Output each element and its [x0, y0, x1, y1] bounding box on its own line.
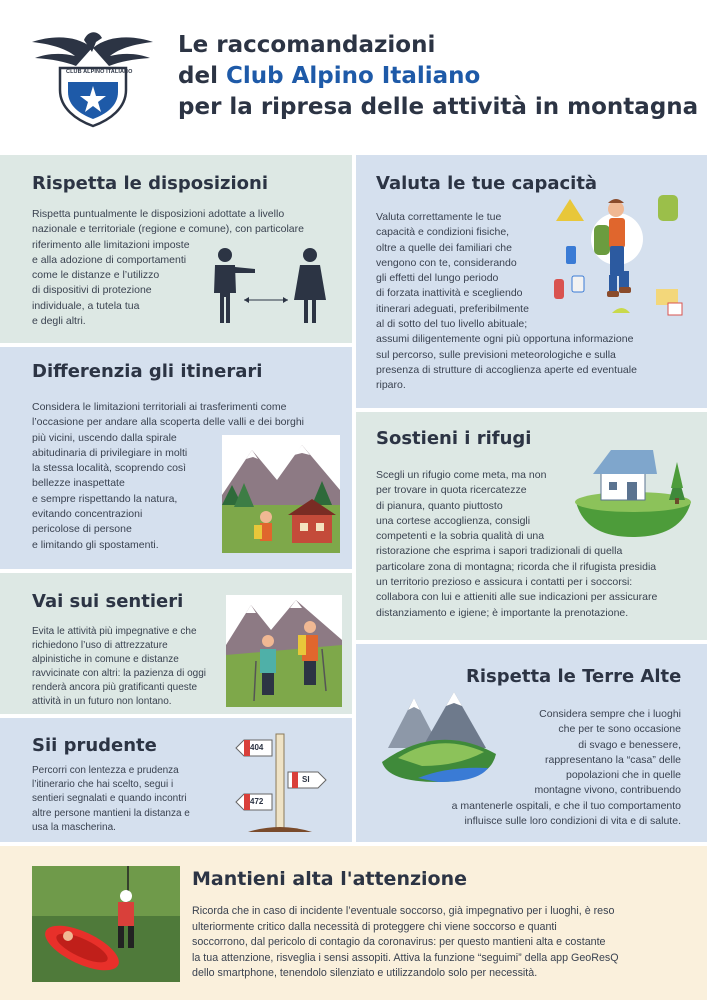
panel-itinerari [0, 347, 352, 569]
hiker-gear-illustration [552, 191, 692, 326]
section-title: Rispetta le Terre Alte [466, 666, 682, 687]
title-accent: Club Alpino Italiano [225, 63, 481, 89]
panel-disposizioni [0, 155, 352, 343]
sign-label-si: SI [302, 775, 310, 784]
title-line-1: Le raccomandazioni [178, 32, 436, 58]
section-text: Valuta correttamente le tue capacità e condizioni fisiche, oltre a quelle dei familiari che vengono con te, considerando gli effetti del lungo periodo di forzata inattività e scegliendo itinerari adeguati, preferibilmente al di sotto del tuo livello abituale; assumi diligentemente ogni più opportuna informazione sul percorso, sulle previsioni meteorologiche e sulla presenza di strutture di accoglienza aperte ed eventuale riparo. [376, 211, 637, 392]
distancing-illustration [200, 245, 340, 325]
panel-attenzione [0, 846, 707, 1000]
panel-terre-alte [356, 644, 707, 842]
section-title: Differenzia gli itinerari [32, 361, 263, 382]
section-text: Ricorda che in caso di incidente l’eventuale soccorso, già impegnativo per i luoghi, è reso ulteriormente critico dalla necessità di proteggere chi viene soccorso e quanti soccorrono, dal pericolo di contagio da coronavirus: per questo mantieni alta e costante la tua attenzione, risveglia i sensi assopiti. Attiva la funzione “seguimi” della app GeoResQ dello smartphone, tenendolo silenziato e utilizzandolo solo per necessità. [192, 905, 619, 979]
section-text: Percorri con lentezza e prudenza l’itinerario che hai scelto, segui i sentieri segnalati e quando incontri altre persone mantieni la distanza e usa la mascherina. [32, 765, 190, 833]
section-text: Rispetta puntualmente le disposizioni adottate a livello nazionale e territoriale (regione e comune), con particolare riferimento alle limitazioni imposte e alla adozione di comportamenti come le distanze e l’utilizzo di dispositivi di protezione individuale, a tutela tua e degli altri. [32, 208, 304, 328]
section-text: Considera le limitazioni territoriali ai trasferimenti come l’occasione per andare alla scoperta delle valli e dei borghi più vicini, uscendo dalla spirale abitudinaria di privilegiare in molti la stessa località, scoprendo così bellezze inaspettate e sempre rispettando la natura, evitando concentrazioni pericolose di persone e limitando gli spostamenti. [32, 401, 305, 551]
page-title [178, 30, 698, 123]
panel-capacita [356, 155, 707, 408]
sign-label-472: 472 [250, 797, 264, 806]
section-text: Evita le attività più impegnative e che richiedono l’uso di attrezzature alpinistiche in comune e distanze ravvicinate con altri: la pazienza di oggi renderà ancora più gratificanti queste attività in un futuro non lontano. [32, 626, 206, 707]
panel-prudente [0, 718, 352, 842]
cai-logo [30, 28, 155, 128]
mountain-landscape-illustration [378, 692, 500, 782]
valley-village-illustration [222, 435, 340, 553]
panel-rifugi [356, 412, 707, 640]
section-text: Considera sempre che i luoghi che per te sono occasione di svago e benessere, rappresentano la “casa” delle popolazioni che in quelle montagne vivono, contribuendo a mantenerle ospitali, e che il tuo comportamento influisce sulle loro condizioni di vita e di salute. [451, 708, 681, 828]
title-line-3: per la ripresa delle attività in montagna [178, 94, 699, 120]
trail-signpost [230, 732, 330, 840]
section-text: Scegli un rifugio come meta, ma non per trovare in quota ricercatezze di pianura, quanto piuttosto una cortese accoglienza, consigli competenti e la sobria qualità di una ristorazione che esprima i sapori tradizionali di quella particolare zona di montagna; ricorda che il rifugista presidia un territorio prezioso e assicura i contatti per i soccorsi: collabora con lui e attieniti alle sue indicazioni per assicurare distanziamento e igiene; è importante la prenotazione. [376, 469, 658, 619]
section-title: Mantieni alta l'attenzione [192, 868, 468, 890]
section-title: Rispetta le disposizioni [32, 173, 269, 194]
section-title: Valuta le tue capacità [376, 173, 598, 194]
section-title: Sii prudente [32, 735, 157, 756]
rescue-illustration [32, 866, 180, 982]
section-title: Sostieni i rifugi [376, 428, 532, 449]
section-title: Vai sui sentieri [32, 591, 184, 612]
sign-label-404: 404 [250, 743, 264, 752]
title-line-2: del Club Alpino Italiano [178, 63, 481, 89]
mountain-hut-illustration [571, 442, 696, 537]
panel-sentieri [0, 573, 352, 714]
hikers-illustration [226, 595, 342, 707]
logo-text: CLUB ALPINO ITALIANO [66, 69, 133, 75]
